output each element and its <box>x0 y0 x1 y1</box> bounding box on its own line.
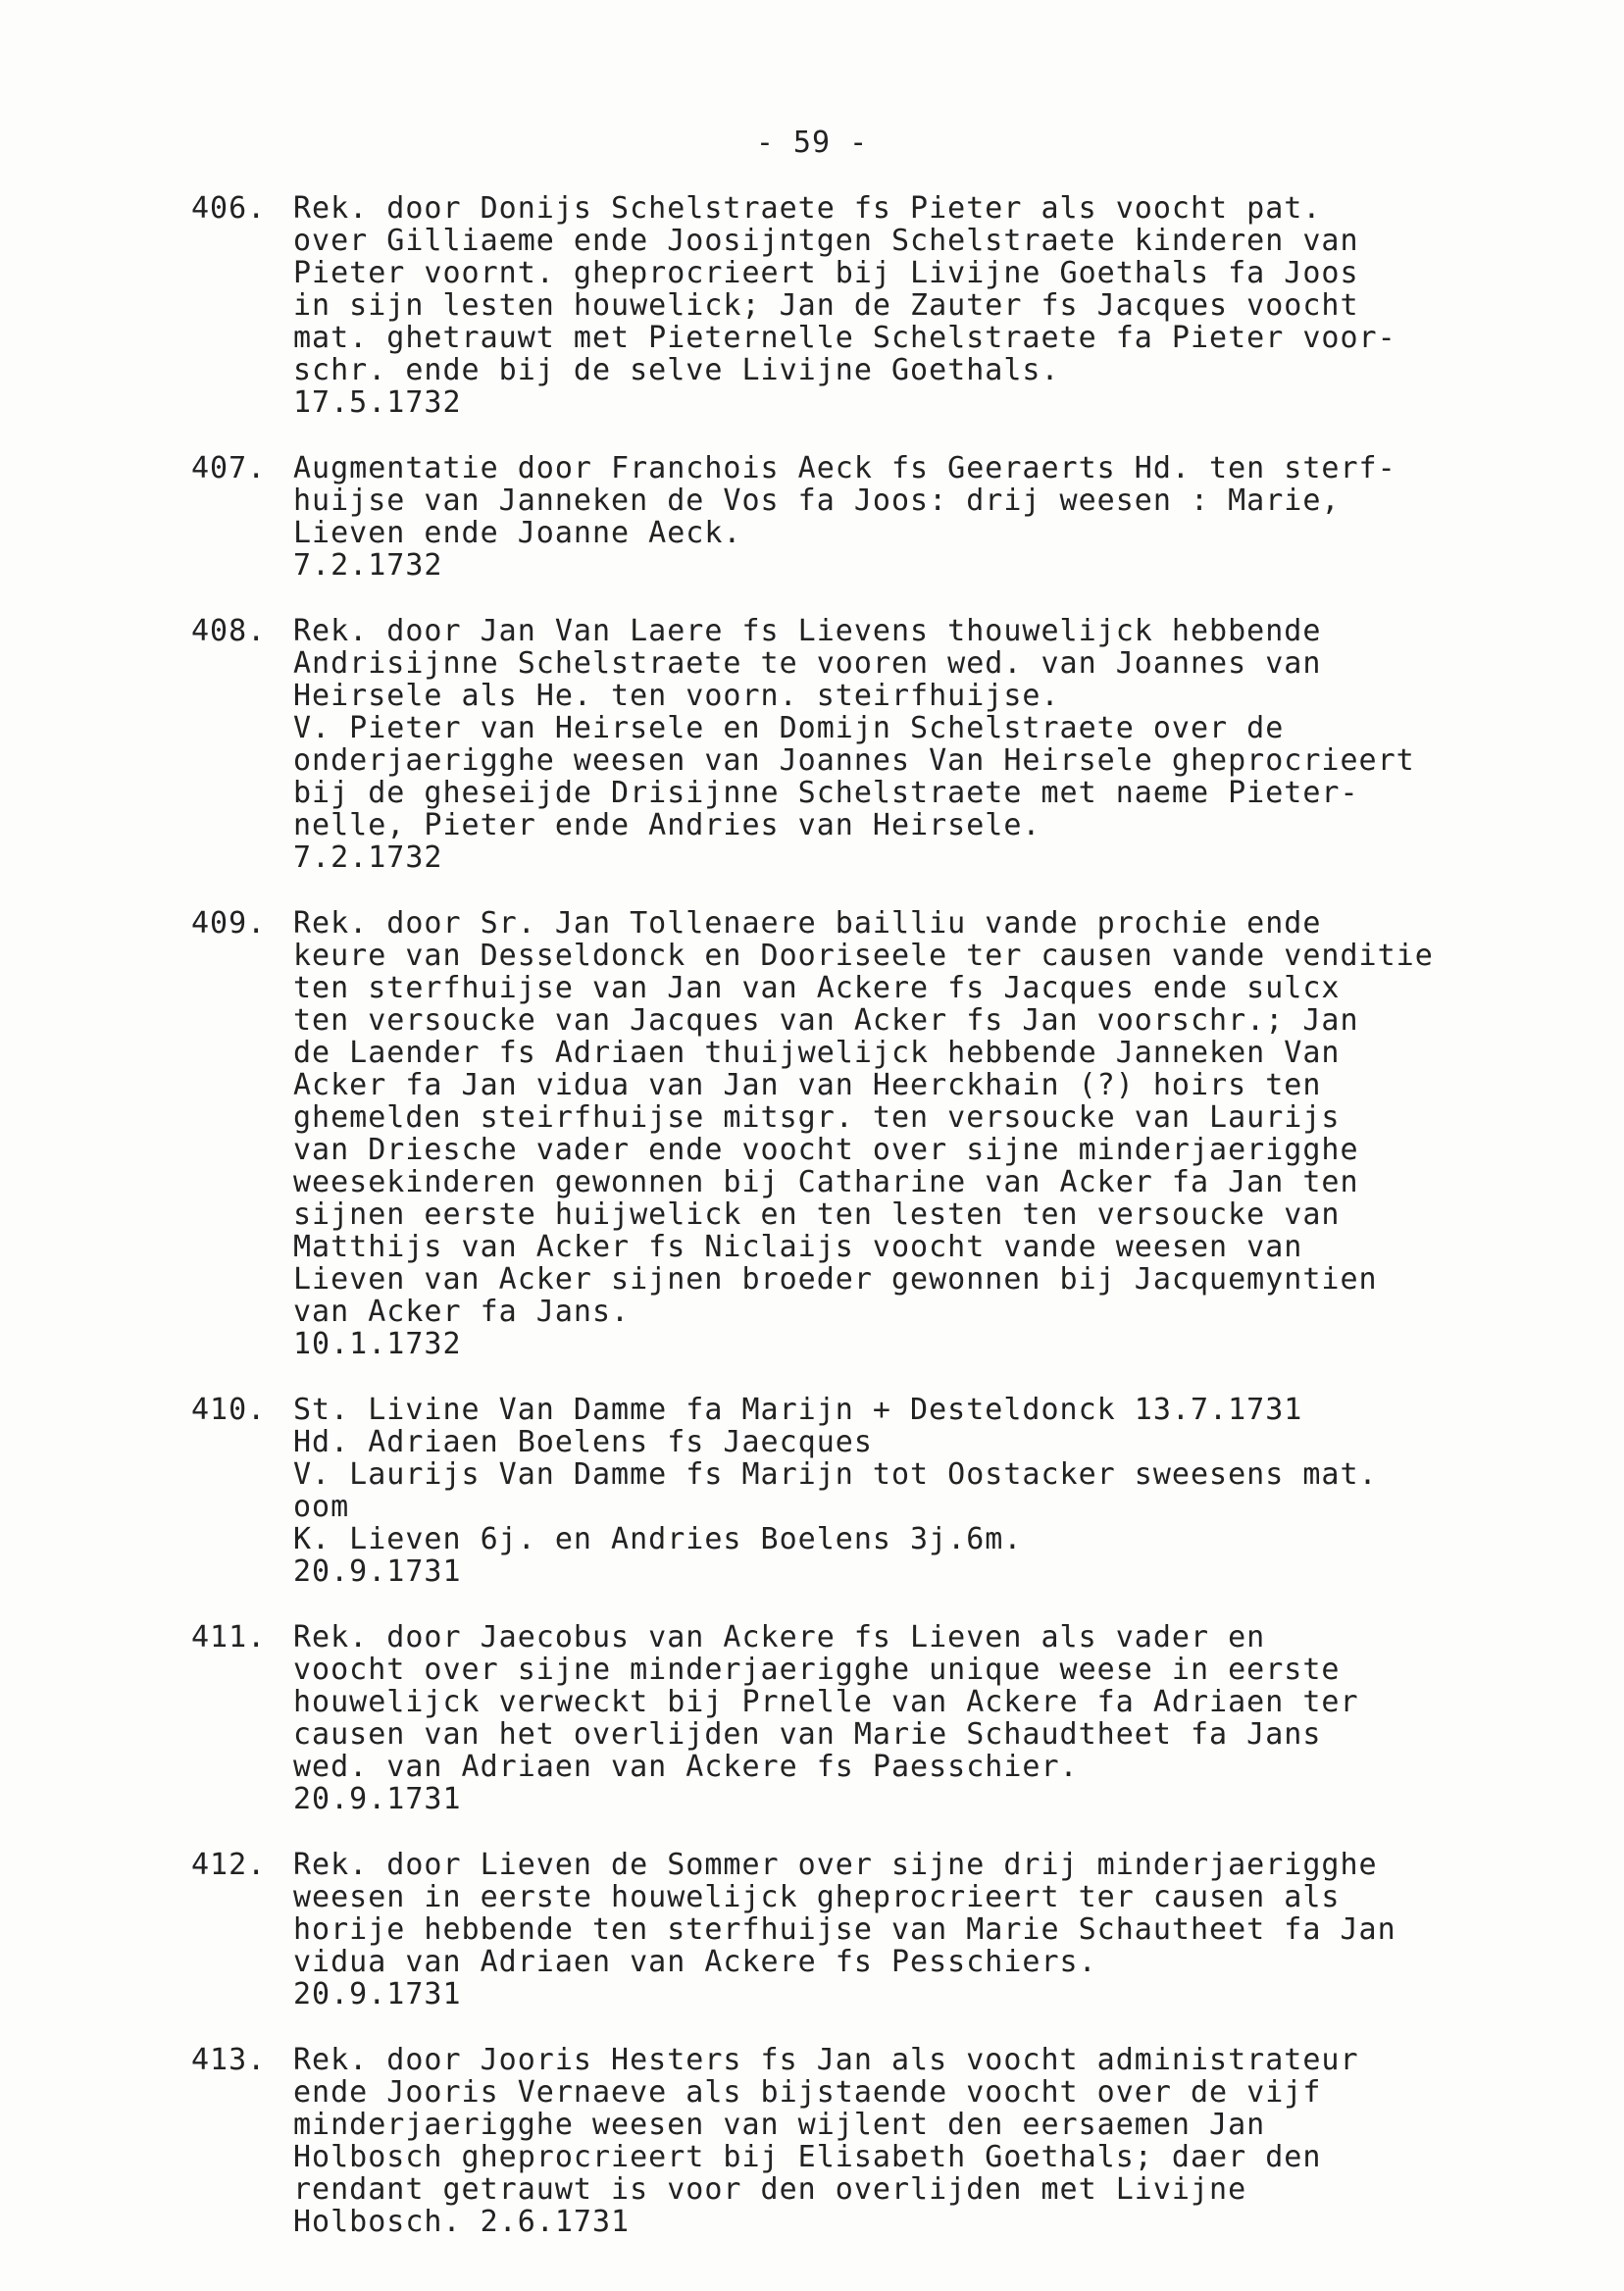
entry-line: nelle, Pieter ende Andries van Heirsele. <box>293 808 1041 842</box>
entry-line: 20.9.1731 <box>293 1977 462 2011</box>
entry-number: 409. <box>191 906 267 941</box>
entry-line: rendant getrauwt is voor den overlijden met Livijne <box>293 2172 1247 2207</box>
entry-line: 7.2.1732 <box>293 548 443 583</box>
entry-number: 413. <box>191 2043 267 2077</box>
entry-line: mat. ghetrauwt met Pieternelle Schelstraete fa Pieter voor- <box>293 321 1396 355</box>
entry-line: 17.5.1732 <box>293 385 462 420</box>
entry-number: 406. <box>191 191 267 226</box>
entry-line: ten versoucke van Jacques van Acker fs Jan voorschr.; Jan <box>293 1003 1359 1038</box>
entry-line: Holbosch gheprocrieert bij Elisabeth Goethals; daer den <box>293 2140 1322 2174</box>
entry-line: horije hebbende ten sterfhuijse van Marie Schautheet fa Jan <box>293 1912 1396 1947</box>
entry-line: 10.1.1732 <box>293 1327 462 1361</box>
entry-line: vidua van Adriaen van Ackere fs Pesschiers. <box>293 1945 1097 1979</box>
entry-text <box>293 452 1603 582</box>
entry-line: 20.9.1731 <box>293 1782 462 1816</box>
entry-line: wed. van Adriaen van Ackere fs Paesschier. <box>293 1750 1079 1784</box>
entry-line: Rek. door Jooris Hesters fs Jan als voocht administrateur <box>293 2043 1359 2077</box>
entry-number: 410. <box>191 1393 267 1427</box>
entry-line: Hd. Adriaen Boelens fs Jaecques <box>293 1425 873 1459</box>
entry-line: in sijn lesten houwelick; Jan de Zauter fs Jacques voocht <box>293 288 1359 323</box>
entry <box>191 1849 1603 2011</box>
entry <box>191 192 1603 419</box>
entry-text <box>293 192 1603 419</box>
entry-text <box>293 907 1603 1360</box>
entry-line: causen van het overlijden van Marie Schaudtheet fa Jans <box>293 1717 1322 1752</box>
entry-text <box>293 615 1603 874</box>
entry-line: over Gilliaeme ende Joosijntgen Schelstraete kinderen van <box>293 224 1359 258</box>
entry-line: weesekinderen gewonnen bij Catharine van Acker fa Jan ten <box>293 1165 1359 1199</box>
entry-line: van Driesche vader ende voocht over sijne minderjaerigghe <box>293 1133 1359 1167</box>
entry-line: Acker fa Jan vidua van Jan van Heerckhain (?) hoirs ten <box>293 1068 1322 1102</box>
entry-line: Heirsele als He. ten voorn. steirfhuijse. <box>293 679 1060 713</box>
entry-line: V. Laurijs Van Damme fs Marijn tot Oostacker sweesens mat. <box>293 1457 1378 1492</box>
entry <box>191 907 1603 1360</box>
entry-line: Lieven ende Joanne Aeck. <box>293 516 742 550</box>
entry-line: keure van Desseldonck en Dooriseele ter causen vande venditie <box>293 939 1434 973</box>
entry-number: 411. <box>191 1620 267 1655</box>
entry-line: ghemelden steirfhuijse mitsgr. ten versoucke van Laurijs <box>293 1100 1341 1135</box>
entry-line: ten sterfhuijse van Jan van Ackere fs Jacques ende sulcx <box>293 971 1341 1005</box>
entry-line: Rek. door Sr. Jan Tollenaere bailliu vande prochie ende <box>293 906 1322 941</box>
entry <box>191 615 1603 874</box>
entry-line: K. Lieven 6j. en Andries Boelens 3j.6m. <box>293 1522 1023 1556</box>
entry-line: 7.2.1732 <box>293 840 443 875</box>
entry-number: 408. <box>191 614 267 648</box>
entry-text <box>293 1394 1603 1588</box>
entry-line: Pieter voornt. gheprocrieert bij Livijne Goethals fa Joos <box>293 256 1359 290</box>
entry-line: Matthijs van Acker fs Niclaijs voocht vande weesen van <box>293 1230 1303 1264</box>
entry-line: huijse van Janneken de Vos fa Joos: drij weesen : Marie, <box>293 484 1341 518</box>
page-number: - 59 - <box>755 126 869 160</box>
entry <box>191 1394 1603 1588</box>
entry-line: schr. ende bij de selve Livijne Goethals. <box>293 353 1060 387</box>
entry-number: 407. <box>191 451 267 485</box>
entry-line: sijnen eerste huijwelick en ten lesten ten versoucke van <box>293 1197 1341 1232</box>
entry-line: Lieven van Acker sijnen broeder gewonnen bij Jacquemyntien <box>293 1262 1378 1297</box>
entry-line: houwelijck verweckt bij Prnelle van Ackere fa Adriaen ter <box>293 1685 1359 1719</box>
entry-line: ende Jooris Vernaeve als bijstaende voocht over de vijf <box>293 2075 1322 2110</box>
entry-line: oom <box>293 1490 350 1524</box>
entry <box>191 1621 1603 1815</box>
entry-number: 412. <box>191 1848 267 1882</box>
entry-text <box>293 1621 1603 1815</box>
entry-line: Rek. door Donijs Schelstraete fs Pieter als voocht pat. <box>293 191 1322 226</box>
entry-text <box>293 2044 1603 2238</box>
entry-line: Andrisijnne Schelstraete te vooren wed. van Joannes van <box>293 646 1322 681</box>
entry-line: onderjaerigghe weesen van Joannes Van Heirsele gheprocrieert <box>293 743 1415 778</box>
entry-line: bij de gheseijde Drisijnne Schelstraete met naeme Pieter- <box>293 776 1359 810</box>
entry-line: St. Livine Van Damme fa Marijn + Desteldonck 13.7.1731 <box>293 1393 1303 1427</box>
entry-line: de Laender fs Adriaen thuijwelijck hebbende Janneken Van <box>293 1036 1341 1070</box>
entry-line: Augmentatie door Franchois Aeck fs Geeraerts Hd. ten sterf- <box>293 451 1396 485</box>
entry-line: V. Pieter van Heirsele en Domijn Schelstraete over de <box>293 711 1285 745</box>
entry <box>191 2044 1603 2238</box>
entry-line: 20.9.1731 <box>293 1554 462 1589</box>
entry-line: van Acker fa Jans. <box>293 1295 631 1329</box>
entry-line: minderjaerigghe weesen van wijlent den eersaemen Jan <box>293 2108 1266 2142</box>
entry-text <box>293 1849 1603 2011</box>
entry-line: weesen in eerste houwelijck gheprocrieert ter causen als <box>293 1880 1341 1914</box>
entry-line: Rek. door Jaecobus van Ackere fs Lieven als vader en <box>293 1620 1266 1655</box>
entry-list <box>191 192 1603 2271</box>
entry-line: Rek. door Lieven de Sommer over sijne drij minderjaerigghe <box>293 1848 1378 1882</box>
entry-line: Rek. door Jan Van Laere fs Lievens thouwelijck hebbende <box>293 614 1322 648</box>
entry-line: Holbosch. 2.6.1731 <box>293 2205 631 2239</box>
entry <box>191 452 1603 582</box>
entry-line: voocht over sijne minderjaerigghe unique weese in eerste <box>293 1653 1341 1687</box>
